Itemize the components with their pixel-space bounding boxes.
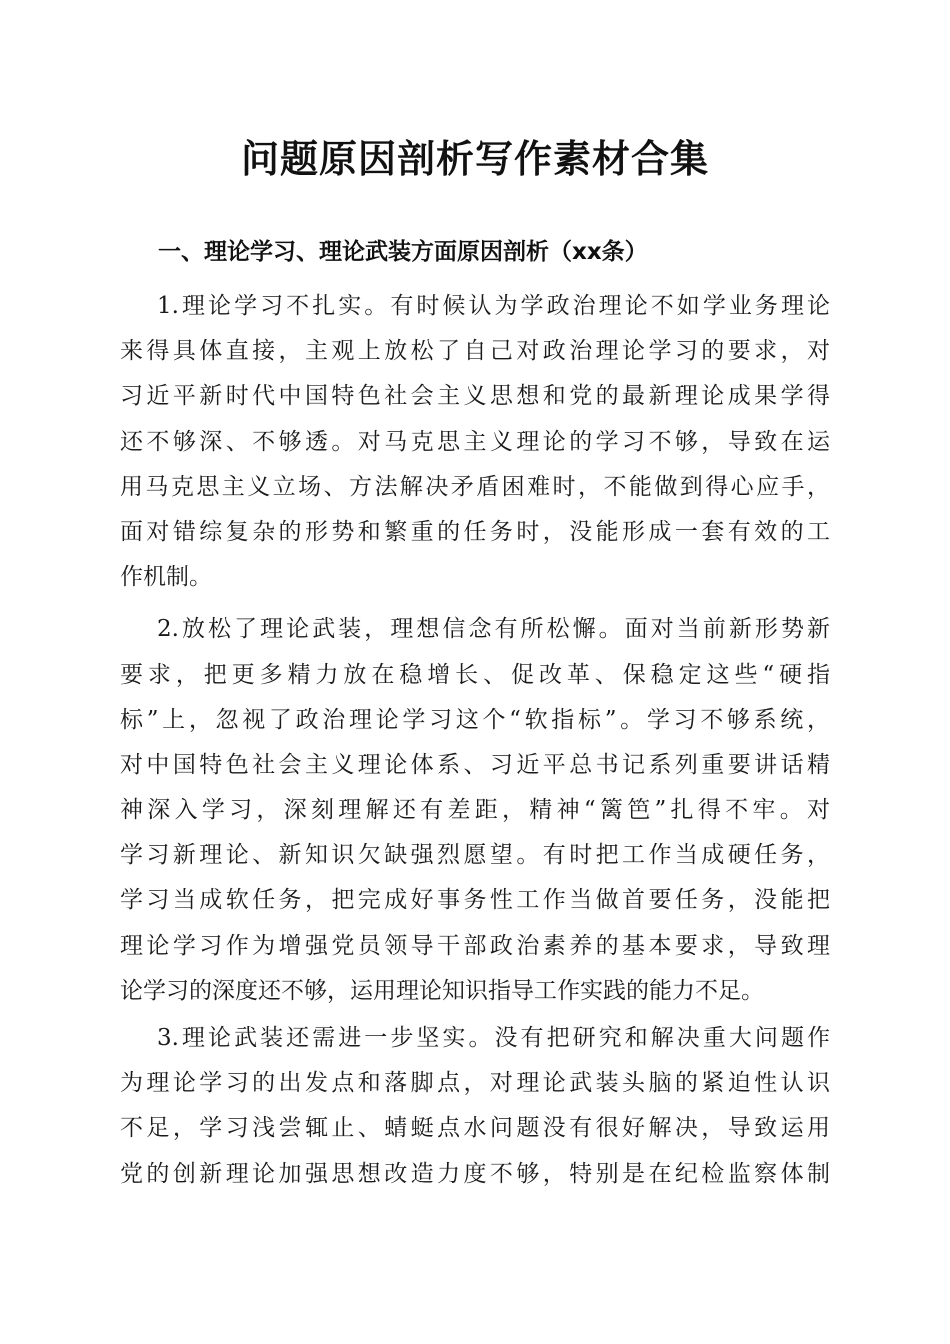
section-heading: 一、理论学习、理论武装方面原因剖析（xx条）: [158, 239, 648, 265]
text-line: 学习当成软任务，把完成好事务性工作当做首要任务，没能把: [120, 887, 830, 914]
text-line: 习近平新时代中国特色社会主义思想和党的最新理论成果学得: [120, 383, 830, 410]
text-line: 1.理论学习不扎实。有时候认为学政治理论不如学业务理论: [157, 293, 830, 319]
paragraph-1: [120, 280, 830, 600]
text-line: 还不够深、不够透。对马克思主义理论的学习不够，导致在运: [120, 428, 830, 455]
text-line: 神深入学习，深刻理解还有差距，精神“篱笆”扎得不牢。对: [120, 797, 830, 824]
text-line: 3.理论武装还需进一步坚实。没有把研究和解决重大问题作: [157, 1025, 830, 1051]
text-line: 学习新理论、新知识欠缺强烈愿望。有时把工作当成硬任务，: [120, 842, 830, 869]
text-line: 论学习的深度还不够，运用理论知识指导工作实践的能力不足。: [120, 977, 764, 1004]
text-line: 作机制。: [120, 564, 212, 591]
text-line: 用马克思主义立场、方法解决矛盾困难时，不能做到得心应手，: [120, 473, 830, 500]
document-body: [120, 280, 830, 1197]
text-line: 理论学习作为增强党员领导干部政治素养的基本要求，导致理: [120, 932, 830, 959]
text-line: 要求，把更多精力放在稳增长、促改革、保稳定这些“硬指: [120, 661, 830, 688]
text-line: 来得具体直接，主观上放松了自己对政治理论学习的要求，对: [120, 338, 830, 365]
paragraph-2: [120, 600, 830, 1014]
text-line: 标”上，忽视了政治理论学习这个“软指标”。学习不够系统，: [120, 706, 830, 733]
text-line: 2.放松了理论武装，理想信念有所松懈。面对当前新形势新: [157, 616, 830, 643]
paragraph-3: [120, 1014, 830, 1197]
text-line: 面对错综复杂的形势和繁重的任务时，没能形成一套有效的工: [120, 518, 830, 545]
text-line: 党的创新理论加强思想改造力度不够，特别是在纪检监察体制: [120, 1160, 830, 1187]
page-title: 问题原因剖析写作素材合集: [240, 136, 709, 181]
text-line: 为理论学习的出发点和落脚点，对理论武装头脑的紧迫性认识: [120, 1070, 830, 1097]
text-line: 不足，学习浅尝辄止、蜻蜓点水问题没有很好解决，导致运用: [120, 1115, 830, 1142]
text-line: 对中国特色社会主义理论体系、习近平总书记系列重要讲话精: [120, 751, 830, 778]
